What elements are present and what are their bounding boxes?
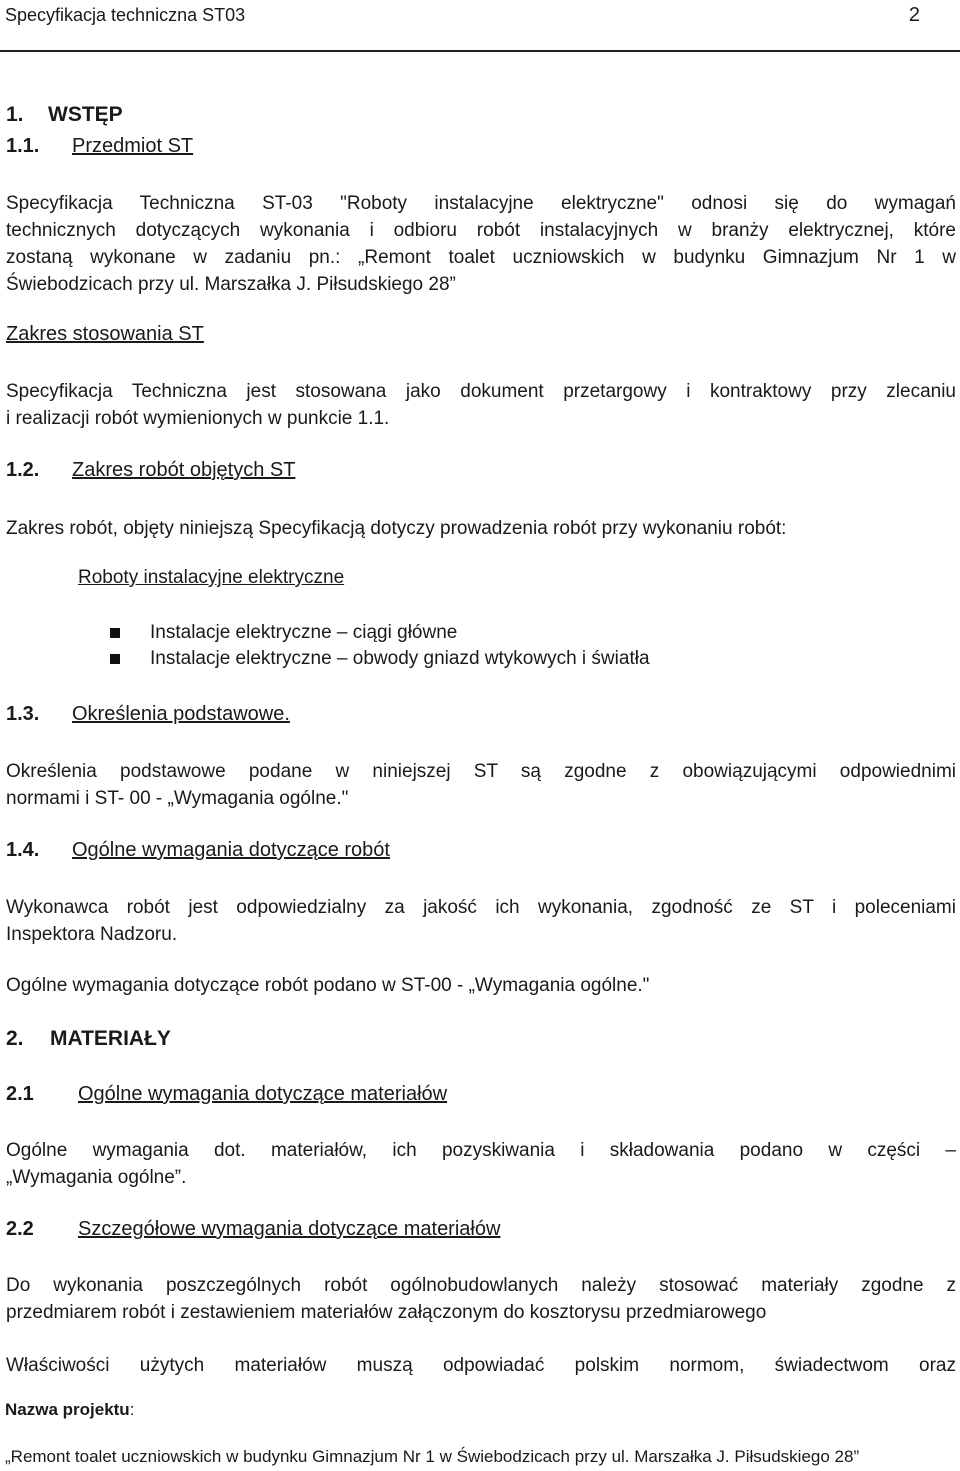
- paragraph-line: przedmiarem robót i zestawieniem materiałów załączonym do kosztorysu przedmiarowego: [6, 1302, 767, 1323]
- section-title: WSTĘP: [48, 103, 123, 126]
- list-item-text: Instalacje elektryczne – obwody gniazd wtykowych i światła: [150, 648, 650, 669]
- scope-heading: Zakres stosowania ST: [6, 323, 204, 345]
- works-subtitle: Roboty instalacyjne elektryczne: [78, 567, 345, 588]
- footer-project-label: [5, 1400, 134, 1420]
- section-number: 1.2.: [6, 459, 40, 481]
- paragraph-line: zostaną wykonane w zadaniu pn.: „Remont toalet uczniowskich w budynku Gimnazjum Nr 1 w: [6, 247, 956, 268]
- square-bullet-icon: [110, 654, 120, 664]
- section-2-2-paragraph-2: [6, 1352, 956, 1379]
- list-item: [110, 620, 650, 646]
- section-title: Ogólne wymagania dotyczące materiałów: [78, 1083, 448, 1105]
- section-2-heading: [6, 1027, 171, 1051]
- section-title: Przedmiot ST: [72, 135, 194, 157]
- works-list: [110, 620, 650, 672]
- header-divider: [0, 50, 960, 52]
- paragraph-line: Właściwości użytych materiałów muszą odpowiadać polskim normom, świadectwom oraz: [6, 1355, 956, 1376]
- section-2-2-paragraph: [6, 1272, 956, 1326]
- section-number: 1.4.: [6, 839, 40, 861]
- section-title: Szczegółowe wymagania dotyczące materiałów: [78, 1218, 501, 1240]
- section-1-1-heading: [6, 135, 193, 158]
- section-1-4-heading: [6, 839, 390, 862]
- section-number: 1.1.: [6, 135, 40, 157]
- section-title: Ogólne wymagania dotyczące robót: [72, 839, 390, 861]
- list-item-text: Instalacje elektryczne – ciągi główne: [150, 622, 458, 643]
- section-number: 1.3.: [6, 703, 40, 725]
- section-1-3-paragraph: [6, 758, 956, 812]
- paragraph-line: „Wymagania ogólne”.: [6, 1167, 187, 1188]
- section-2-2-heading: [6, 1218, 500, 1241]
- scope-paragraph: [6, 378, 956, 432]
- page-number: 2: [908, 4, 920, 26]
- section-1-2-paragraph: Zakres robót, objęty niniejszą Specyfikacją dotyczy prowadzenia robót przy wykonaniu robót:: [6, 518, 787, 539]
- paragraph-line: normami i ST- 00 - „Wymagania ogólne.": [6, 788, 349, 809]
- footer-label-colon: :: [129, 1400, 135, 1419]
- section-1-1-paragraph: [6, 190, 956, 298]
- footer-label-text: Nazwa projektu: [5, 1400, 130, 1419]
- section-1-4-paragraph-2: Ogólne wymagania dotyczące robót podano w ST-00 - „Wymagania ogólne.": [6, 975, 650, 996]
- section-2-1-paragraph: [6, 1137, 956, 1191]
- paragraph-line: Określenia podstawowe podane w niniejszej ST są zgodne z obowiązującymi odpowiednimi: [6, 761, 956, 782]
- section-1-4-paragraph: [6, 894, 956, 948]
- section-1-3-heading: [6, 703, 290, 726]
- section-title: Zakres robót objętych ST: [72, 459, 296, 481]
- paragraph-line: i realizacji robót wymienionych w punkcie 1.1.: [6, 408, 390, 429]
- paragraph-line: Ogólne wymagania dot. materiałów, ich pozyskiwania i składowania podano w części –: [6, 1140, 956, 1161]
- paragraph-line: technicznych dotyczących wykonania i odbioru robót instalacyjnych w branży elektrycznej, które: [6, 220, 956, 241]
- section-1-heading: [6, 103, 123, 127]
- square-bullet-icon: [110, 628, 120, 638]
- section-number: 2.1: [6, 1083, 34, 1105]
- section-title: MATERIAŁY: [50, 1027, 171, 1050]
- header-title: Specyfikacja techniczna ST03: [5, 5, 246, 25]
- paragraph-line: Świebodzicach przy ul. Marszałka J. Piłsudskiego 28”: [6, 274, 456, 295]
- page-header: [0, 2, 960, 28]
- section-number: 2.: [6, 1027, 24, 1050]
- section-number: 1.: [6, 103, 24, 126]
- section-title: Określenia podstawowe.: [72, 703, 290, 725]
- paragraph-line: Inspektora Nadzoru.: [6, 924, 178, 945]
- section-1-2-heading: [6, 459, 295, 482]
- paragraph-line: Do wykonania poszczególnych robót ogólnobudowlanych należy stosować materiały zgodne z: [6, 1275, 956, 1296]
- paragraph-line: Specyfikacja Techniczna ST-03 "Roboty instalacyjne elektryczne" odnosi się do wymagań: [6, 193, 956, 214]
- paragraph-line: Wykonawca robót jest odpowiedzialny za jakość ich wykonania, zgodność ze ST i poleceniami: [6, 897, 956, 918]
- list-item: [110, 646, 650, 672]
- section-2-1-heading: [6, 1083, 447, 1106]
- paragraph-line: Specyfikacja Techniczna jest stosowana jako dokument przetargowy i kontraktowy przy zlecaniu: [6, 381, 956, 402]
- footer-project-name: „Remont toalet uczniowskich w budynku Gimnazjum Nr 1 w Świebodzicach przy ul. Marszałka J. Piłsudskiego 28”: [5, 1447, 860, 1466]
- section-number: 2.2: [6, 1218, 34, 1240]
